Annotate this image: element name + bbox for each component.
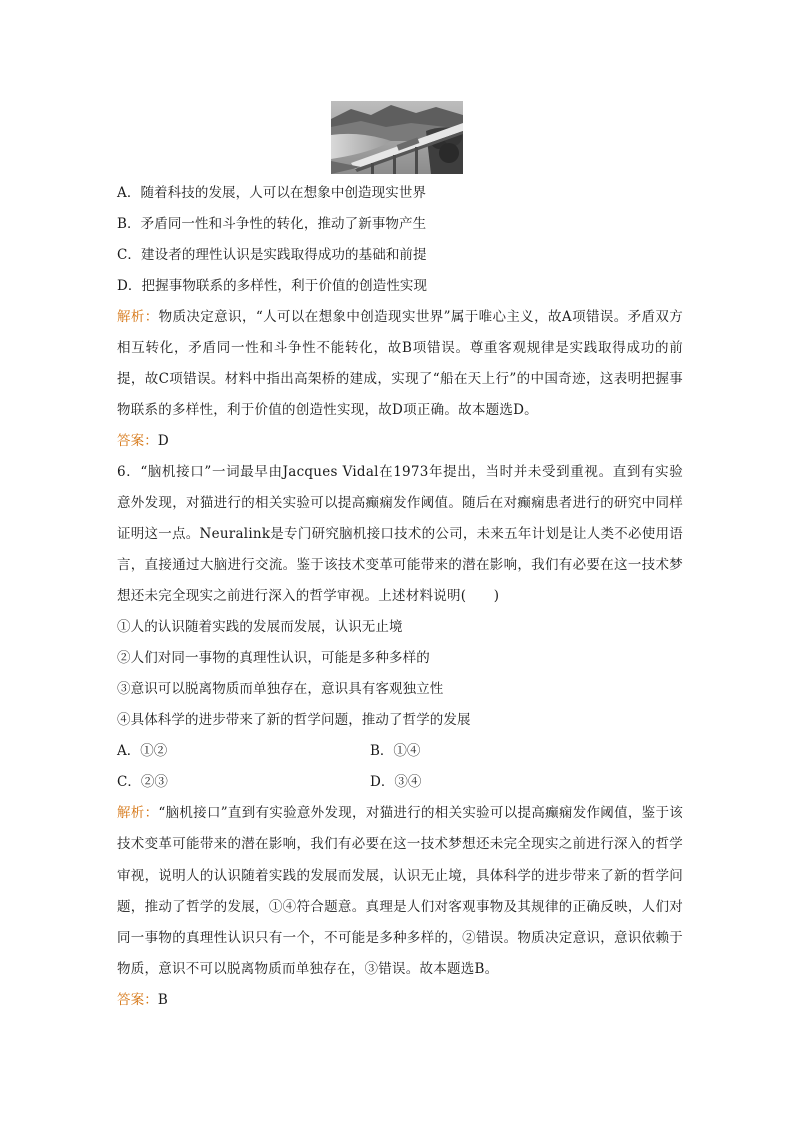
q6-analysis-text: “脑机接口”直到有实验意外发现，对猫进行的相关实验可以提高癫痫发作阈值，鉴于该技术变革可能带来的潜在影响，我们有必要在这一技术梦想还未完全现实之前进行深入的哲学审视，说明人的认识随着实践的发展而发展，认识无止境，具体科学的进步带来了新的哲学问题，推动了哲学的发展，①④符合题意。真理是人们对客观事物及其规律的正确反映，人们对同一事物的真理性认识只有一个，不可能是多种多样的，②错误。物质决定意识，意识依赖于物质，意识不可以脱离物质而单独存在，③错误。故本题选B。 <box>117 805 683 977</box>
q5-answer <box>117 426 683 457</box>
q6-analysis <box>117 798 683 985</box>
q6-answer <box>117 985 683 1016</box>
q6-stem: 6．“脑机接口”一词最早由Jacques Vidal在1973年提出，当时并未受到重视。直到有实验意外发现，对猫进行的相关实验可以提高癫痫发作阈值。随后在对癫痫患者进行的研究中同样证明这一点。Neuralink是专门研究脑机接口技术的公司，未来五年计划是让人类不必使用语言，直接通过大脑进行交流。鉴于该技术变革可能带来的潜在影响，我们有必要在这一技术梦想还未完全现实之前进行深入的哲学审视。上述材料说明( ) <box>117 464 683 605</box>
q6-choices-row-1 <box>117 736 683 767</box>
q5-analysis-text: 物质决定意识，“人可以在想象中创造现实世界”属于唯心主义，故A项错误。矛盾双方相互转化，矛盾同一性和斗争性不能转化，故B项错误。尊重客观规律是实践取得成功的前提，故C项错误。材料中指出高架桥的建成，实现了“船在天上行”的中国奇迹，这表明把握事物联系的多样性，利于价值的创造性实现，故D项正确。故本题选D。 <box>117 309 683 419</box>
q6-choices-row-2 <box>117 767 683 798</box>
bridge-photo <box>331 101 463 174</box>
q6-statement-3: ③意识可以脱离物质而单独存在，意识具有客观独立性 <box>117 681 444 698</box>
q6-statement-4: ④具体科学的进步带来了新的哲学问题，推动了哲学的发展 <box>117 712 471 729</box>
q5-option-d: D．把握事物联系的多样性，利于价值的创造性实现 <box>117 278 428 294</box>
q6-answer-label: 答案： <box>117 991 158 1008</box>
q5-answer-label: 答案： <box>117 433 158 450</box>
q5-analysis-label: 解析： <box>117 309 159 325</box>
q6-choice-d: D．③④ <box>370 774 422 791</box>
q6-choice-a: A．①② <box>117 743 168 760</box>
bridge-photo-image <box>331 101 463 174</box>
q6-answer-value: B <box>157 991 168 1008</box>
q5-option-b: B．矛盾同一性和斗争性的转化，推动了新事物产生 <box>117 216 427 232</box>
q5-option-c: C．建设者的理性认识是实践取得成功的基础和前提 <box>117 247 427 263</box>
q6-statement-2: ②人们对同一事物的真理性认识，可能是多种多样的 <box>117 650 430 667</box>
q6-choice-b: B．①④ <box>370 743 421 760</box>
q5-analysis <box>117 302 683 426</box>
q5-option-a: A．随着科技的发展，人可以在想象中创造现实世界 <box>117 185 427 201</box>
q5-answer-value: D <box>157 433 169 450</box>
q6-analysis-label: 解析： <box>117 805 159 822</box>
q6-choice-c: C．②③ <box>117 774 168 791</box>
document-content <box>117 178 683 1016</box>
q6-statement-1: ①人的认识随着实践的发展而发展，认识无止境 <box>117 619 403 636</box>
